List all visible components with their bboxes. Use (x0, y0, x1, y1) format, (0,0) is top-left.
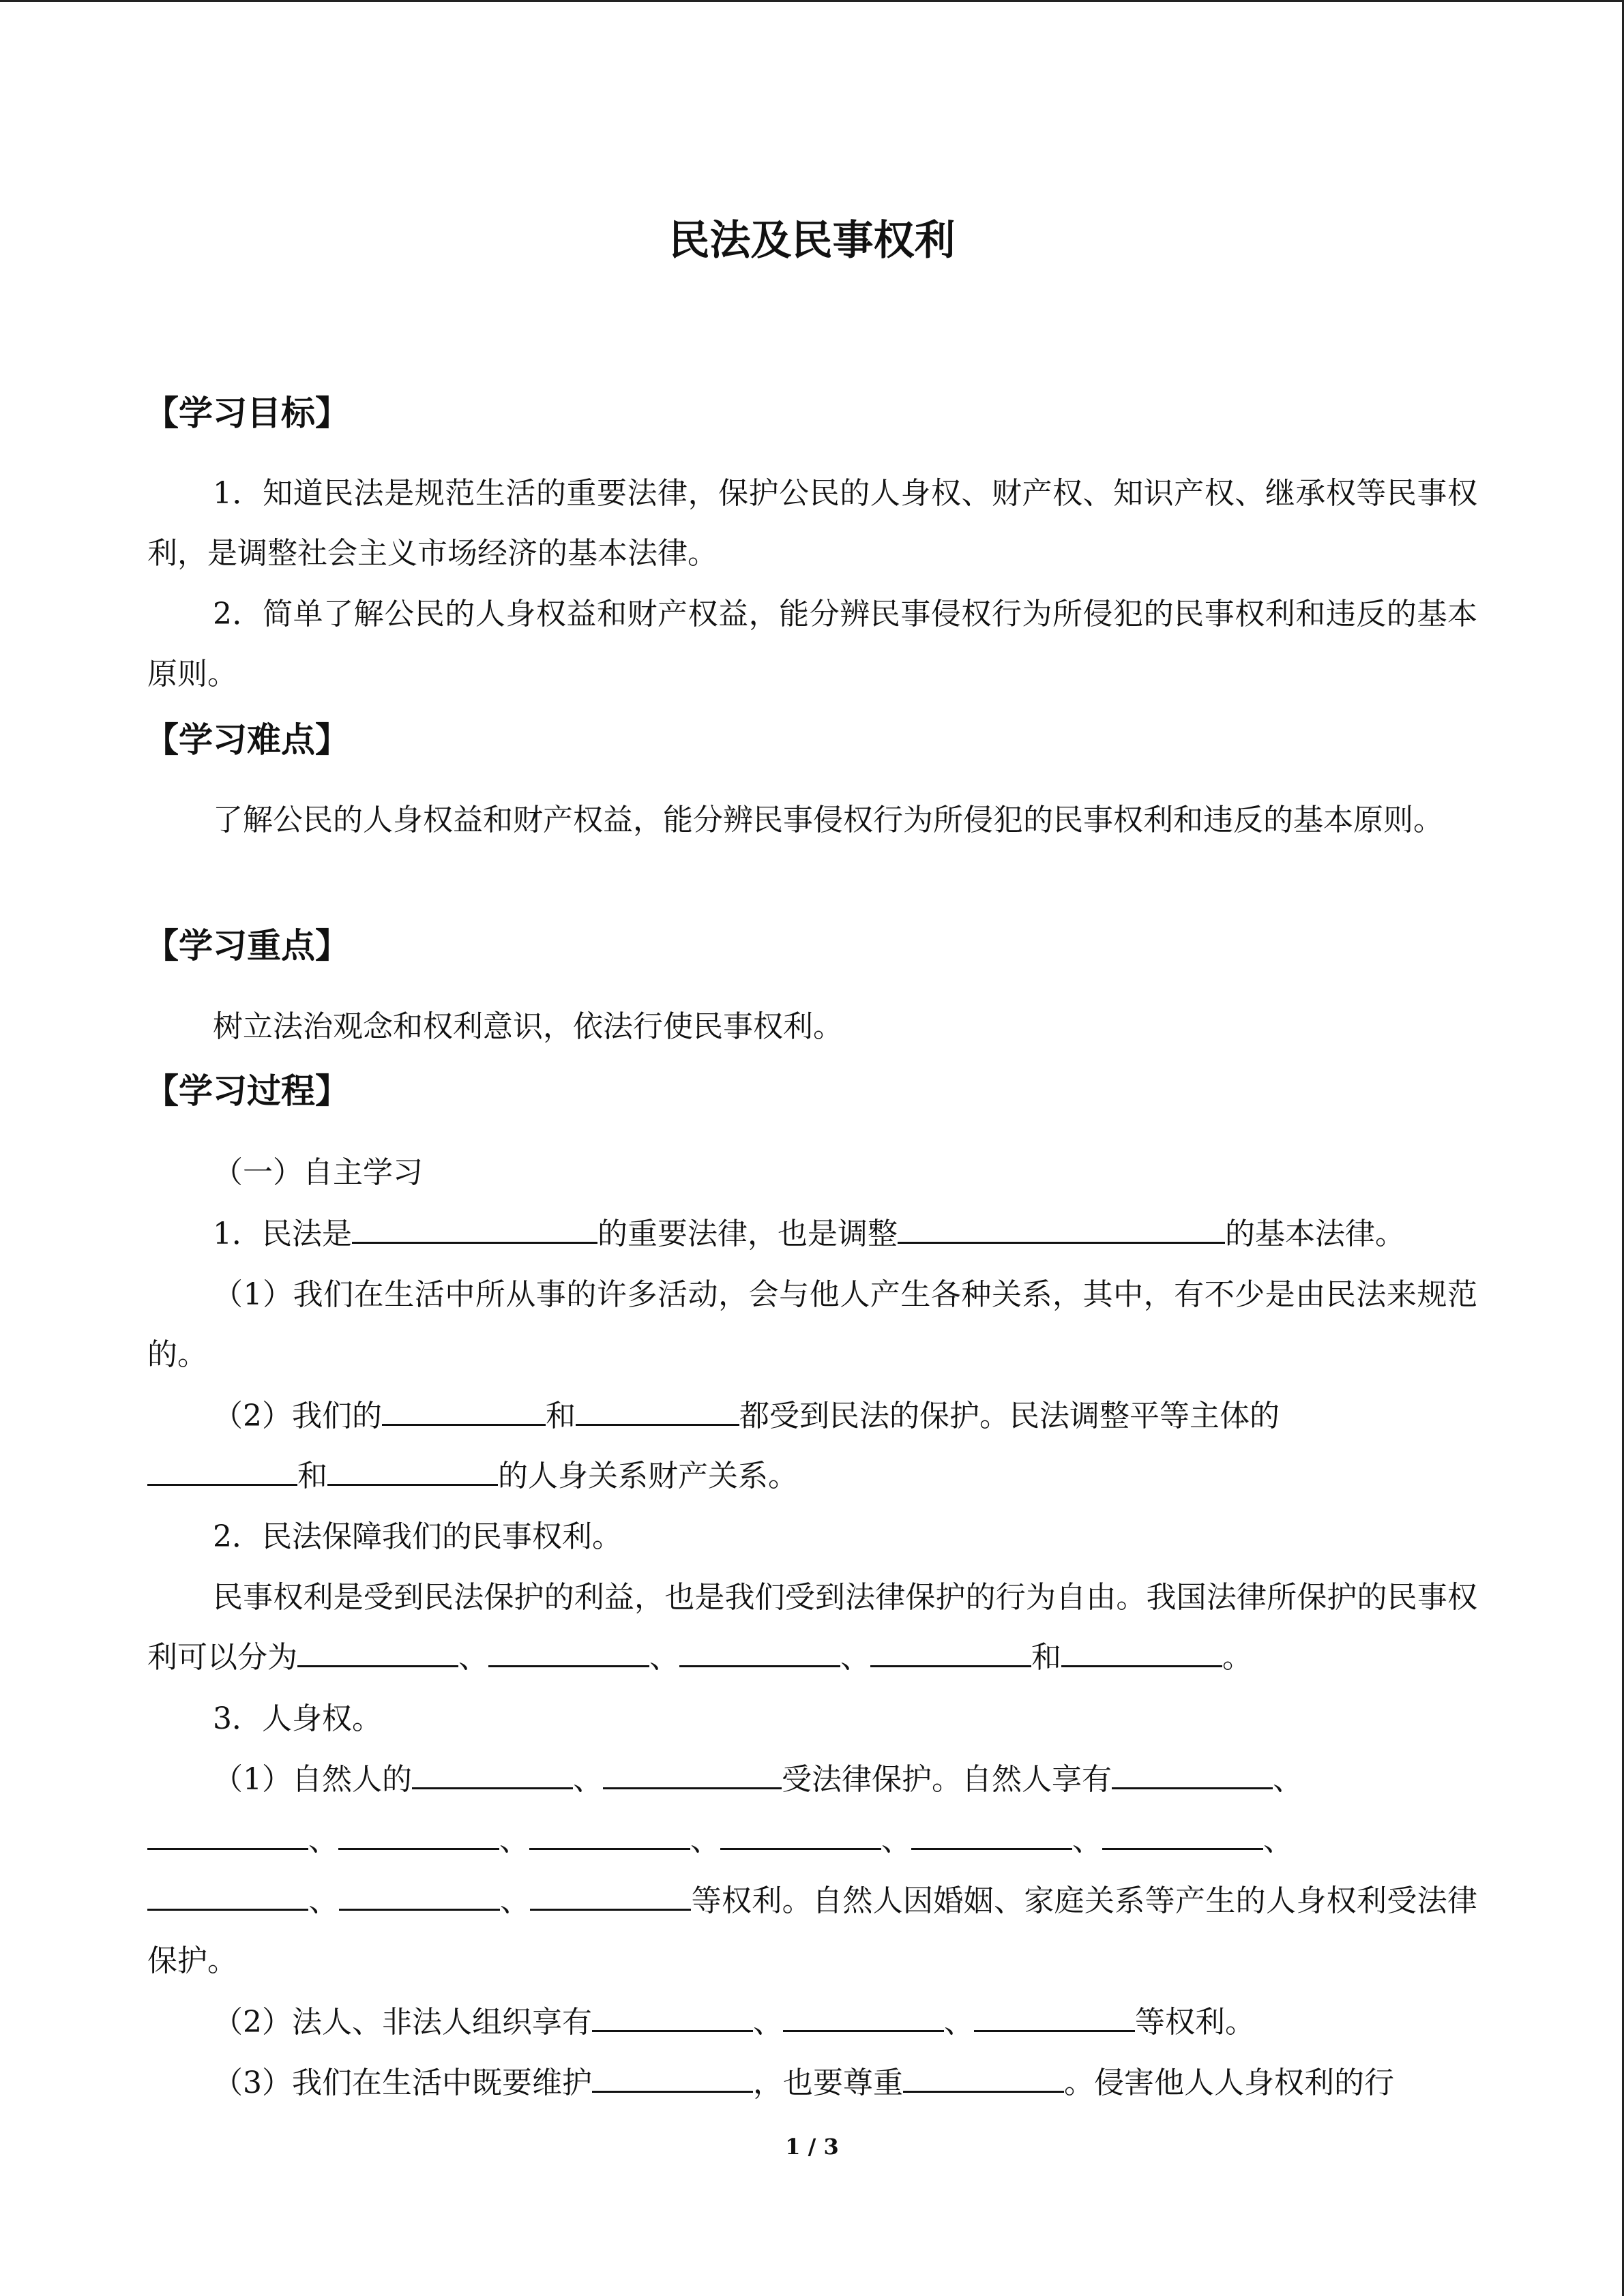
blank-line[interactable] (352, 1214, 597, 1244)
blank-line[interactable] (382, 1397, 546, 1426)
question-text: 。侵害他人人身权利的行 (1064, 2066, 1394, 2100)
goal-item-1: 1．知道民法是规范生活的重要法律，保护公民的人身权、财产权、知识产权、继承权等民事权利，是调整社会主义市场经济的基本法律。 (147, 476, 1477, 571)
question-1-2-cont (147, 1446, 1477, 1506)
question-text: 民事权利是受到民法保护的利益，也是我们受到法律保护的行为自由。我国法律所保护的民事权利可以分为 (147, 1580, 1477, 1675)
page-frame-top (0, 0, 1624, 2)
key-points-text: 树立法治观念和权利意识，依法行使民事权利。 (213, 1009, 843, 1044)
question-1-2 (147, 1386, 1477, 1446)
question-1 (147, 1204, 1477, 1264)
question-text: 和 (297, 1459, 327, 1493)
question-text: （3）我们在生活中既要维护 (213, 2066, 592, 2100)
heading-key-points: 【学习重点】 (145, 926, 349, 966)
question-text: （2）我们的 (213, 1399, 382, 1433)
question-3-1-cont1: 、 、 、 、 、 、 (147, 1810, 1477, 1870)
blank-line[interactable] (529, 1821, 690, 1850)
question-text: （1）自然人的 (213, 1762, 412, 1797)
blank-line[interactable] (412, 1760, 573, 1789)
blank-line[interactable] (898, 1214, 1225, 1244)
question-2: 2．民法保障我们的民事权利。 (213, 1519, 622, 1554)
blank-line[interactable] (783, 2003, 944, 2032)
blank-line[interactable] (327, 1457, 498, 1486)
blank-line[interactable] (576, 1397, 739, 1426)
blank-line[interactable] (147, 1881, 308, 1911)
blank-line[interactable] (679, 1638, 840, 1667)
question-3-1: （1）自然人的 、 受法律保护。自然人享有 、 (147, 1750, 1477, 1810)
question-3-1-cont2: 、 、 等权利。自然人因婚姻、家庭关系等产生的人身权利受法律保护。 (147, 1871, 1477, 1991)
question-text: 的基本法律。 (1225, 1217, 1405, 1251)
question-text: 等权利。 (1135, 2005, 1255, 2040)
heading-goals: 【学习目标】 (145, 393, 349, 433)
blank-line[interactable] (530, 1881, 691, 1911)
question-text: 的重要法律，也是调整 (597, 1217, 898, 1251)
question-text: 和 (546, 1399, 576, 1433)
blank-line[interactable] (974, 2003, 1135, 2032)
difficulty-text: 了解公民的人身权益和财产权益，能分辨民事侵权行为所侵犯的民事权利和违反的基本原则。 (213, 803, 1443, 837)
blank-line[interactable] (297, 1638, 458, 1667)
question-text: 受法律保护。自然人享有 (782, 1762, 1112, 1797)
blank-line[interactable] (911, 1821, 1072, 1850)
goal-item-2: 2．简单了解公民的人身权益和财产权益，能分辨民事侵权行为所侵犯的民事权利和违反的基本原则。 (147, 597, 1477, 691)
heading-process: 【学习过程】 (145, 1071, 349, 1111)
question-text: 都受到民法的保护。民法调整平等主体的 (739, 1399, 1280, 1433)
blank-line[interactable] (1061, 1638, 1222, 1667)
blank-line[interactable] (488, 1638, 649, 1667)
question-3-2: （2）法人、非法人组织享有 、 、 等权利。 (147, 1993, 1477, 2053)
subheading-self-study: （一）自主学习 (213, 1155, 423, 1190)
question-text: 1．民法是 (213, 1217, 352, 1251)
page-title: 民法及民事权利 (668, 217, 956, 265)
blank-line[interactable] (592, 2063, 753, 2093)
heading-difficulty: 【学习难点】 (145, 720, 349, 760)
question-3-3 (147, 2053, 1477, 2113)
question-text: ，也要尊重 (753, 2066, 903, 2100)
blank-line[interactable] (870, 1638, 1031, 1667)
question-1-1: （1）我们在生活中所从事的许多活动，会与他人产生各种关系，其中，有不少是由民法来规范的。 (147, 1277, 1477, 1372)
question-2-text: 民事权利是受到民法保护的利益，也是我们受到法律保护的行为自由。我国法律所保护的民事权利可以分为 、 、 、 和 。 (147, 1580, 1477, 1675)
question-text: （2）法人、非法人组织享有 (213, 2005, 592, 2040)
blank-line[interactable] (339, 1881, 500, 1911)
blank-line[interactable] (720, 1821, 881, 1850)
blank-line[interactable] (603, 1760, 782, 1789)
blank-line[interactable] (592, 2003, 753, 2032)
blank-line[interactable] (1102, 1821, 1263, 1850)
question-3: 3．人身权。 (213, 1701, 382, 1736)
blank-line[interactable] (903, 2063, 1064, 2093)
page-number: 1 / 3 (785, 2134, 839, 2160)
blank-line[interactable] (147, 1821, 308, 1850)
question-text: 的人身关系财产关系。 (498, 1459, 798, 1493)
blank-line[interactable] (147, 1457, 297, 1486)
question-text: 等权利。自然人因婚姻、家庭关系等产生的人身权利受法律保护。 (147, 1883, 1478, 1978)
blank-line[interactable] (1112, 1760, 1273, 1789)
blank-line[interactable] (338, 1821, 499, 1850)
